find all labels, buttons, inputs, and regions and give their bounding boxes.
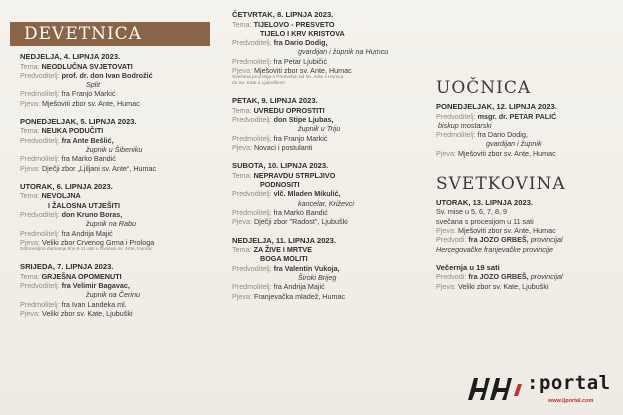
vespers-time: Večernja u 19 sati bbox=[436, 262, 500, 272]
entry-date: UTORAK, 13. LIPNJA 2023. bbox=[436, 197, 534, 207]
mass-times: Sv. mise u 5, 6, 7, 8, 9 bbox=[436, 207, 507, 217]
predvoditelj-label: Predvoditelj: bbox=[20, 70, 60, 80]
entry-leader: don Stipe Ljubas, bbox=[273, 115, 334, 125]
program-entry bbox=[20, 117, 210, 173]
svetkovina-entry bbox=[436, 198, 616, 254]
entry-choir: Veliki zbor sv. Kate, Ljubuški bbox=[457, 281, 549, 291]
entry-theme-cont: I ŽALOSNA UTJEŠITI bbox=[48, 200, 121, 210]
entry-leader-extra: Split bbox=[86, 80, 100, 90]
pjeva-label: Pjeva: bbox=[436, 148, 456, 158]
vespers-entry bbox=[436, 263, 616, 291]
entry-leader-extra: provincijal bbox=[530, 235, 563, 245]
entry-leader-extra: župnik u Triju bbox=[298, 124, 341, 134]
predmolitelj-label: Predmolitelj: bbox=[436, 130, 476, 140]
entry-prayer-leader: fra Franjo Markić bbox=[273, 133, 328, 143]
entry-leader: fra Ante Bešlić, bbox=[61, 135, 114, 145]
entry-choir: Novaci i postulanti bbox=[253, 142, 313, 152]
entry-theme: NEODLUČNA SVJETOVATI bbox=[41, 61, 133, 71]
program-entry bbox=[232, 10, 412, 87]
entry-leader: fra Valentin Vukoja, bbox=[273, 263, 340, 273]
entry-leader: fra JOZO GRBEŠ, bbox=[468, 235, 529, 245]
entry-prayer-leader: fra Andrija Majić bbox=[61, 228, 113, 238]
entry-prayer-leader: fra Dario Dodig, bbox=[477, 130, 528, 140]
entry-leader-extra: biskup mostarski bbox=[438, 120, 492, 130]
entry-theme: NEPRAVDU STRPLJIVO bbox=[253, 170, 336, 180]
predvoditelj-label: Predvoditelj: bbox=[232, 189, 272, 199]
program-entry bbox=[20, 52, 210, 108]
pjeva-label: Pjeva: bbox=[232, 65, 252, 75]
entry-leader-extra: provincijal bbox=[530, 272, 563, 282]
pjeva-label: Pjeva: bbox=[436, 281, 456, 291]
predvodi-label: Predvodi: bbox=[436, 235, 467, 245]
program-entry bbox=[232, 236, 412, 301]
predvoditelj-label: Predvoditelj: bbox=[20, 135, 60, 145]
entry-theme-cont: TIJELO I KRV KRISTOVA bbox=[260, 28, 345, 38]
entry-theme: NEVOLJNA bbox=[41, 191, 81, 201]
entry-date: SRIJEDA, 7. LIPNJA 2023. bbox=[20, 262, 114, 272]
predmolitelj-label: Predmolitelj: bbox=[20, 154, 60, 164]
devetnica-middle-column bbox=[232, 10, 412, 310]
entry-choir: Veliki zbor sv. Kate, Ljubuški bbox=[41, 308, 133, 318]
entry-choir: Dječji zbor „Ljiljani sv. Ante“, Humac bbox=[41, 163, 157, 173]
predvoditelj-label: Predvoditelj: bbox=[436, 111, 476, 121]
svetkovina-title: SVETKOVINA bbox=[436, 173, 566, 194]
predmolitelj-label: Predmolitelj: bbox=[232, 133, 272, 143]
entry-prayer-leader: fra Petar Ljubičić bbox=[273, 56, 328, 66]
entry-leader-extra: kancelar, Križevci bbox=[298, 198, 354, 208]
tema-label: Tema: bbox=[232, 245, 252, 255]
entry-date: PONEDJELJAK, 5. LIPNJA 2023. bbox=[20, 116, 137, 126]
entry-date: ČETVRTAK, 8. LIPNJA 2023. bbox=[232, 10, 334, 19]
entry-date: SUBOTA, 10. LIPNJA 2023. bbox=[232, 161, 329, 171]
entry-prayer-leader: fra Marko Bandić bbox=[273, 207, 328, 217]
tema-label: Tema: bbox=[20, 191, 40, 201]
predmolitelj-label: Predmolitelj: bbox=[20, 299, 60, 309]
entry-theme: NEUKA PODUČITI bbox=[41, 126, 104, 136]
pjeva-label: Pjeva: bbox=[232, 291, 252, 301]
entry-choir: Mješoviti zbor sv. Ante, Humac bbox=[253, 65, 352, 75]
entry-choir: Mješoviti zbor sv. Ante, Humac bbox=[457, 148, 556, 158]
entry-choir: Mješoviti zbor sv. Ante, Humac bbox=[41, 98, 140, 108]
predvoditelj-label: Predvoditelj: bbox=[232, 263, 272, 273]
entry-prayer-leader: fra Franjo Markić bbox=[61, 89, 116, 99]
entry-note: Dobrovoljno darivanje krvi 9-11 sati u Dvorani sv. Ante, Humac bbox=[20, 247, 153, 253]
entry-leader: fra Velimir Bagavac, bbox=[61, 281, 130, 291]
entry-theme: GRJEŠNA OPOMENUTI bbox=[41, 271, 122, 281]
entry-theme: ZA ŽIVE I MRTVE bbox=[253, 245, 313, 255]
entry-prayer-leader-extra: gvardijan i župnik bbox=[486, 139, 542, 149]
tema-label: Tema: bbox=[232, 170, 252, 180]
entry-leader-extra: Široki Brijeg bbox=[298, 272, 337, 282]
entry-leader-extra: župnik na Rabu bbox=[86, 219, 136, 229]
entry-leader-extra: župnik na Čerinu bbox=[86, 290, 140, 300]
entry-theme: UVREDU OPROSTITI bbox=[253, 105, 325, 115]
right-column bbox=[436, 78, 616, 300]
pjeva-label: Pjeva: bbox=[232, 142, 252, 152]
entry-choir: Veliki zbor Crvenog Grma i Prologa bbox=[41, 237, 155, 247]
uocnica-title: UOČNICA bbox=[436, 78, 532, 98]
entry-prayer-leader: fra Marko Bandić bbox=[61, 154, 116, 164]
procession-time: svečana s procesijom u 11 sati bbox=[436, 216, 534, 226]
predmolitelj-label: Predmolitelj: bbox=[232, 282, 272, 292]
entry-date: NEDJELJA, 11. LIPNJA 2023. bbox=[232, 235, 336, 245]
entry-prayer-leader: fra Andrija Majić bbox=[273, 282, 325, 292]
entry-leader: don Kruno Boras, bbox=[61, 210, 123, 220]
pjeva-label: Pjeva: bbox=[20, 237, 40, 247]
predvoditelj-label: Predvoditelj: bbox=[20, 281, 60, 291]
predvoditelj-label: Predvoditelj: bbox=[20, 210, 60, 220]
entry-leader-extra: župnik u Šibeniku bbox=[86, 145, 143, 155]
tema-label: Tema: bbox=[232, 19, 252, 29]
entry-leader: msgr. dr. PETAR PALIĆ bbox=[477, 111, 557, 121]
tema-label: Tema: bbox=[232, 105, 252, 115]
entry-leader: vlč. Mladen Mikulić, bbox=[273, 189, 341, 199]
predmolitelj-label: Predmolitelj: bbox=[232, 207, 272, 217]
devetnica-banner: DEVETNICA bbox=[10, 22, 210, 46]
entry-leader: prof. dr. don Ivan Bodrožić bbox=[61, 70, 153, 80]
entry-leader-extra: gvardijan i župnik na Humcu bbox=[298, 47, 389, 57]
predvoditelj-label: Predvoditelj: bbox=[232, 115, 272, 125]
entry-prayer-leader: fra Ivan Landeka ml. bbox=[61, 299, 127, 309]
predvodi-label: Predvodi: bbox=[436, 272, 467, 282]
uocnica-entry bbox=[436, 102, 616, 158]
devetnica-left-column bbox=[20, 52, 210, 327]
province-name: Hercegovačke franjevačke provincije bbox=[436, 244, 554, 254]
pjeva-label: Pjeva: bbox=[232, 217, 252, 227]
predvoditelj-label: Predvoditelj: bbox=[232, 38, 272, 48]
entry-theme-cont: BOGA MOLITI bbox=[260, 254, 308, 264]
pjeva-label: Pjeva: bbox=[20, 98, 40, 108]
portal-logo-text: :portal bbox=[527, 372, 611, 394]
predmolitelj-label: Predmolitelj: bbox=[20, 228, 60, 238]
pjeva-label: Pjeva: bbox=[436, 226, 456, 236]
entry-theme-cont: PODNOSITI bbox=[260, 180, 300, 190]
entry-choir: Mješoviti zbor sv. Ante, Humac bbox=[457, 226, 556, 236]
program-entry bbox=[20, 182, 210, 253]
program-entry bbox=[20, 262, 210, 318]
pjeva-label: Pjeva: bbox=[20, 308, 40, 318]
entry-date: UTORAK, 6. LIPNJA 2023. bbox=[20, 181, 113, 191]
portal-url[interactable]: www.ljportal.com bbox=[548, 398, 594, 404]
entry-date: PONEDJELJAK, 12. LIPNJA 2023. bbox=[436, 102, 557, 111]
entry-choir: Dječji zbor "Radost", Ljubuški bbox=[253, 217, 348, 227]
entry-date: PETAK, 9. LIPNJA 2023. bbox=[232, 96, 318, 106]
program-entry bbox=[232, 161, 412, 226]
tema-label: Tema: bbox=[20, 61, 40, 71]
predmolitelj-label: Predmolitelj: bbox=[232, 56, 272, 66]
entry-choir: Franjevačka mladež, Humac bbox=[253, 291, 346, 301]
pjeva-label: Pjeva: bbox=[20, 163, 40, 173]
entry-note: Svečana procesija s Presvetim od Sv. Ante s Humca bbox=[232, 75, 344, 81]
predmolitelj-label: Predmolitelj: bbox=[20, 89, 60, 99]
program-entry bbox=[232, 96, 412, 152]
entry-theme: TIJELOVO - PRESVETO bbox=[253, 19, 335, 29]
entry-leader: fra Dario Dodig, bbox=[273, 38, 328, 48]
tema-label: Tema: bbox=[20, 126, 40, 136]
entry-date: NEDJELJA, 4. LIPNJA 2023. bbox=[20, 52, 121, 61]
tema-label: Tema: bbox=[20, 271, 40, 281]
entry-note-cont: do Sv. Kate u Ljubuškom bbox=[232, 81, 285, 87]
entry-leader: fra JOZO GRBEŠ, bbox=[468, 272, 529, 282]
